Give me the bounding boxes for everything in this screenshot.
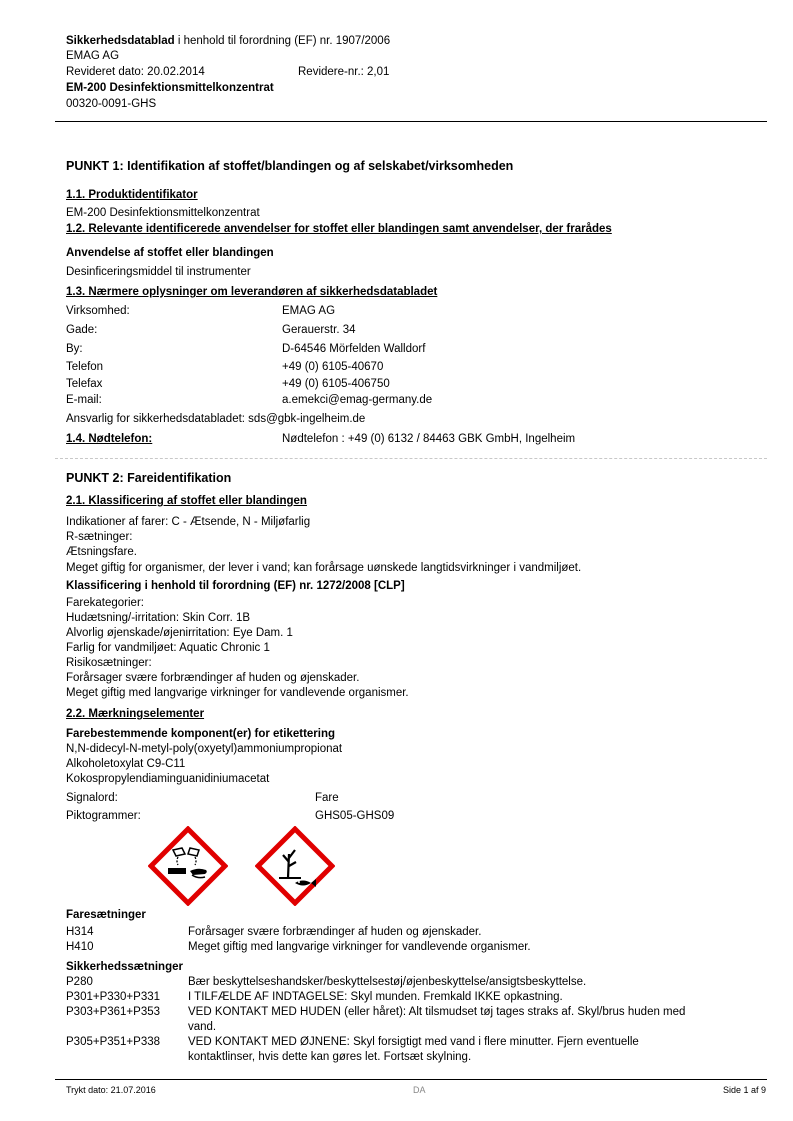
components-title: Farebestemmende komponent(er) for etikettering xyxy=(66,728,336,740)
supplier-label: Telefon xyxy=(66,361,104,373)
precaution-code: P301+P330+P331 xyxy=(66,991,161,1003)
precaution-code: P280 xyxy=(66,976,93,988)
clp-title: Klassificering i henhold til forordning (EF) nr. 1272/2008 [CLP] xyxy=(66,580,405,592)
classification-line: Indikationer af farer: C - Ætsende, N - Miljøfarlig xyxy=(66,516,311,528)
supplier-value: EMAG AG xyxy=(282,305,336,317)
section-divider xyxy=(55,458,767,459)
supplier-label: Virksomhed: xyxy=(66,305,130,317)
precaution-statements-title: Sikkerhedssætninger xyxy=(66,961,183,973)
signal-word-value: Fare xyxy=(315,792,339,804)
document-title: Sikkerhedsdatablad i henhold til forordning (EF) nr. 1907/2006 xyxy=(66,35,391,47)
precaution-text: VED KONTAKT MED HUDEN (eller håret): Alt tilsmudset tøj tages straks af. Skyl/brus huden med xyxy=(188,1006,686,1018)
clp-line: Farlig for vandmiljøet: Aquatic Chronic 1 xyxy=(66,642,270,654)
section-2-title: PUNKT 2: Fareidentifikation xyxy=(66,471,232,485)
supplier-label: Gade: xyxy=(66,324,98,336)
print-date: Trykt dato: 21.07.2016 xyxy=(66,1085,156,1095)
hazard-text: Meget giftig med langvarige virkninger for vandlevende organismer. xyxy=(188,941,531,953)
ghs05-corrosion-icon xyxy=(148,826,228,906)
signal-word-label: Signalord: xyxy=(66,792,118,804)
subsection-2-1-title: 2.1. Klassificering af stoffet eller blandingen xyxy=(66,495,307,507)
precaution-text: Bær beskyttelseshandsker/beskyttelsestøj/øjenbeskyttelse/ansigtsbeskyttelse. xyxy=(188,976,587,988)
language-code: DA xyxy=(413,1085,426,1095)
subsection-1-2-title: 1.2. Relevante identificerede anvendelser for stoffet eller blandingen samt anvendelser, der frarådes xyxy=(66,223,612,235)
subsection-1-4-title: 1.4. Nødtelefon: xyxy=(66,433,153,445)
page-number: Side 1 af 9 xyxy=(723,1085,767,1095)
product-code: 00320-0091-GHS xyxy=(66,98,157,110)
clp-line: Hudætsning/-irritation: Skin Corr. 1B xyxy=(66,612,251,624)
precaution-text: VED KONTAKT MED ØJNENE: Skyl forsigtigt med vand i flere minutter. Fjern eventuelle xyxy=(188,1036,639,1048)
precaution-text: I TILFÆLDE AF INDTAGELSE: Skyl munden. Fremkald IKKE opkastning. xyxy=(188,991,563,1003)
component-item: N,N-didecyl-N-metyl-poly(oxyetyl)ammoniumpropionat xyxy=(66,743,343,755)
supplier-value: +49 (0) 6105-406750 xyxy=(282,378,390,390)
clp-line: Risikosætninger: xyxy=(66,657,152,669)
company-name: EMAG AG xyxy=(66,50,120,62)
clp-line: Forårsager svære forbrændinger af huden og øjenskader. xyxy=(66,672,360,684)
supplier-value: Gerauerstr. 34 xyxy=(282,324,356,336)
emergency-phone: Nødtelefon : +49 (0) 6132 / 84463 GBK GmbH, Ingelheim xyxy=(282,433,576,445)
component-item: Kokospropylendiaminguanidiniumacetat xyxy=(66,773,270,785)
supplier-label: E-mail: xyxy=(66,394,102,406)
hazard-code: H314 xyxy=(66,926,94,938)
precaution-code: P305+P351+P338 xyxy=(66,1036,161,1048)
revision-date: Revideret dato: 20.02.2014 xyxy=(66,66,205,78)
hazard-text: Forårsager svære forbrændinger af huden og øjenskader. xyxy=(188,926,482,938)
classification-line: Ætsningsfare. xyxy=(66,546,137,558)
use-title: Anvendelse af stoffet eller blandingen xyxy=(66,247,274,259)
product-name: EM-200 Desinfektionsmittelkonzentrat xyxy=(66,82,274,94)
precaution-code: P303+P361+P353 xyxy=(66,1006,161,1018)
clp-line: Alvorlig øjenskade/øjenirritation: Eye Dam. 1 xyxy=(66,627,293,639)
revision-number: Revidere-nr.: 2,01 xyxy=(298,66,390,78)
clp-line: Farekategorier: xyxy=(66,597,144,609)
subsection-2-2-title: 2.2. Mærkningselementer xyxy=(66,708,205,720)
precaution-text-continued: kontaktlinser, hvis dette kan gøres let. Fortsæt skylning. xyxy=(188,1051,472,1063)
product-identifier: EM-200 Desinfektionsmittelkonzentrat xyxy=(66,207,260,219)
footer-divider xyxy=(55,1079,767,1080)
ghs09-environment-icon xyxy=(255,826,335,906)
header-divider xyxy=(55,121,767,122)
clp-line: Meget giftig med langvarige virkninger for vandlevende organismer. xyxy=(66,687,409,699)
precaution-text-continued: vand. xyxy=(188,1021,217,1033)
classification-line: R-sætninger: xyxy=(66,531,133,543)
use-text: Desinficeringsmiddel til instrumenter xyxy=(66,266,251,278)
component-item: Alkoholetoxylat C9-C11 xyxy=(66,758,186,770)
subsection-1-1-title: 1.1. Produktidentifikator xyxy=(66,189,198,201)
hazard-code: H410 xyxy=(66,941,94,953)
supplier-value: +49 (0) 6105-40670 xyxy=(282,361,384,373)
supplier-label: Telefax xyxy=(66,378,103,390)
pictogram-label: Piktogrammer: xyxy=(66,810,141,822)
classification-line: Meget giftig for organismer, der lever i vand; kan forårsage uønskede langtidsvirkninger i vandmiljøet. xyxy=(66,562,582,574)
pictogram-codes: GHS05-GHS09 xyxy=(315,810,395,822)
supplier-label: By: xyxy=(66,343,83,355)
hazard-statements-title: Faresætninger xyxy=(66,909,146,921)
supplier-value: D-64546 Mörfelden Walldorf xyxy=(282,343,426,355)
supplier-email[interactable]: a.emekci@emag-germany.de xyxy=(282,394,433,406)
section-1-title: PUNKT 1: Identifikation af stoffet/blandingen og af selskabet/virksomheden xyxy=(66,159,514,173)
subsection-1-3-title: 1.3. Nærmere oplysninger om leverandøren af sikkerhedsdatabladet xyxy=(66,286,438,298)
responsible-contact: Ansvarlig for sikkerhedsdatabladet: sds@gbk-ingelheim.de xyxy=(66,413,366,425)
